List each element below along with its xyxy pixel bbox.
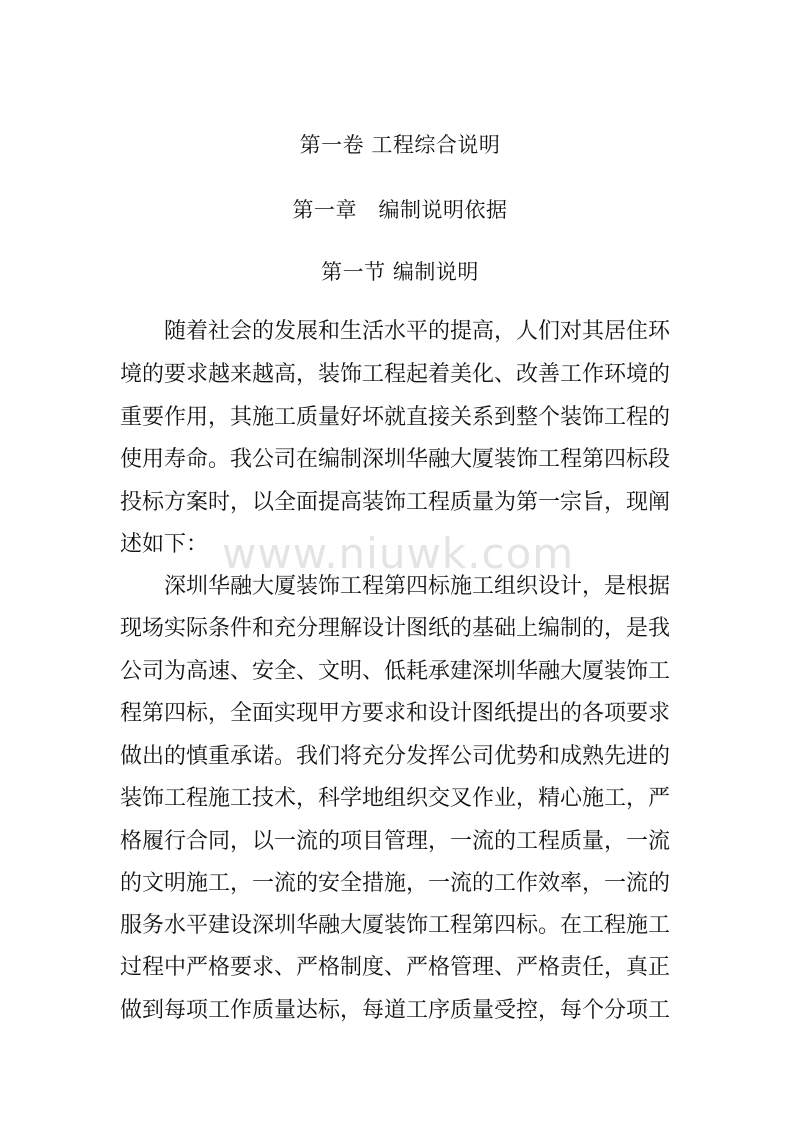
volume-title: 第一卷 工程综合说明 bbox=[299, 133, 501, 157]
paragraph-2-line: 程第四标，全面实现甲方要求和设计图纸提出的各项要求 bbox=[120, 701, 671, 726]
paragraph-2-line: 装饰工程施工技术，科学地组织交叉作业，精心施工，严 bbox=[120, 786, 671, 811]
section-title: 第一节 编制说明 bbox=[321, 260, 479, 284]
paragraph-2-line: 的文明施工，一流的安全措施，一流的工作效率，一流的 bbox=[120, 871, 671, 896]
paragraph-2-line: 做到每项工作质量达标，每道工序质量受控，每个分项工 bbox=[120, 998, 671, 1023]
paragraph-2-line: 深圳华融大厦装饰工程第四标施工组织设计，是根据 bbox=[164, 574, 671, 599]
paragraph-1-line: 重要作用，其施工质量好坏就直接关系到整个装饰工程的 bbox=[120, 405, 671, 430]
paragraph-1-line: 使用寿命。我公司在编制深圳华融大厦装饰工程第四标段 bbox=[120, 447, 671, 472]
paragraph-2-line: 公司为高速、安全、文明、低耗承建深圳华融大厦装饰工 bbox=[120, 659, 671, 684]
paragraph-1-line: 境的要求越来越高，装饰工程起着美化、改善工作环境的 bbox=[120, 362, 671, 387]
watermark-text: www.niuwk.com bbox=[222, 529, 575, 578]
paragraph-2-line: 服务水平建设深圳华融大厦装饰工程第四标。在工程施工 bbox=[120, 913, 671, 938]
paragraph-2-line: 格履行合同，以一流的项目管理，一流的工程质量，一流 bbox=[120, 829, 671, 854]
paragraph-1-line: 述如下： bbox=[120, 532, 209, 557]
paragraph-2-line: 现场实际条件和充分理解设计图纸的基础上编制的，是我 bbox=[120, 616, 671, 641]
paragraph-2-line: 过程中严格要求、严格制度、严格管理、严格责任，真正 bbox=[120, 955, 671, 980]
paragraph-1-line: 随着社会的发展和生活水平的提高，人们对其居住环 bbox=[164, 319, 671, 344]
paragraph-2-line: 做出的慎重承诺。我们将充分发挥公司优势和成熟先进的 bbox=[120, 744, 671, 769]
paragraph-1-line: 投标方案时，以全面提高装饰工程质量为第一宗旨，现阐 bbox=[120, 490, 671, 515]
chapter-title: 第一章 编制说明依据 bbox=[292, 198, 508, 222]
